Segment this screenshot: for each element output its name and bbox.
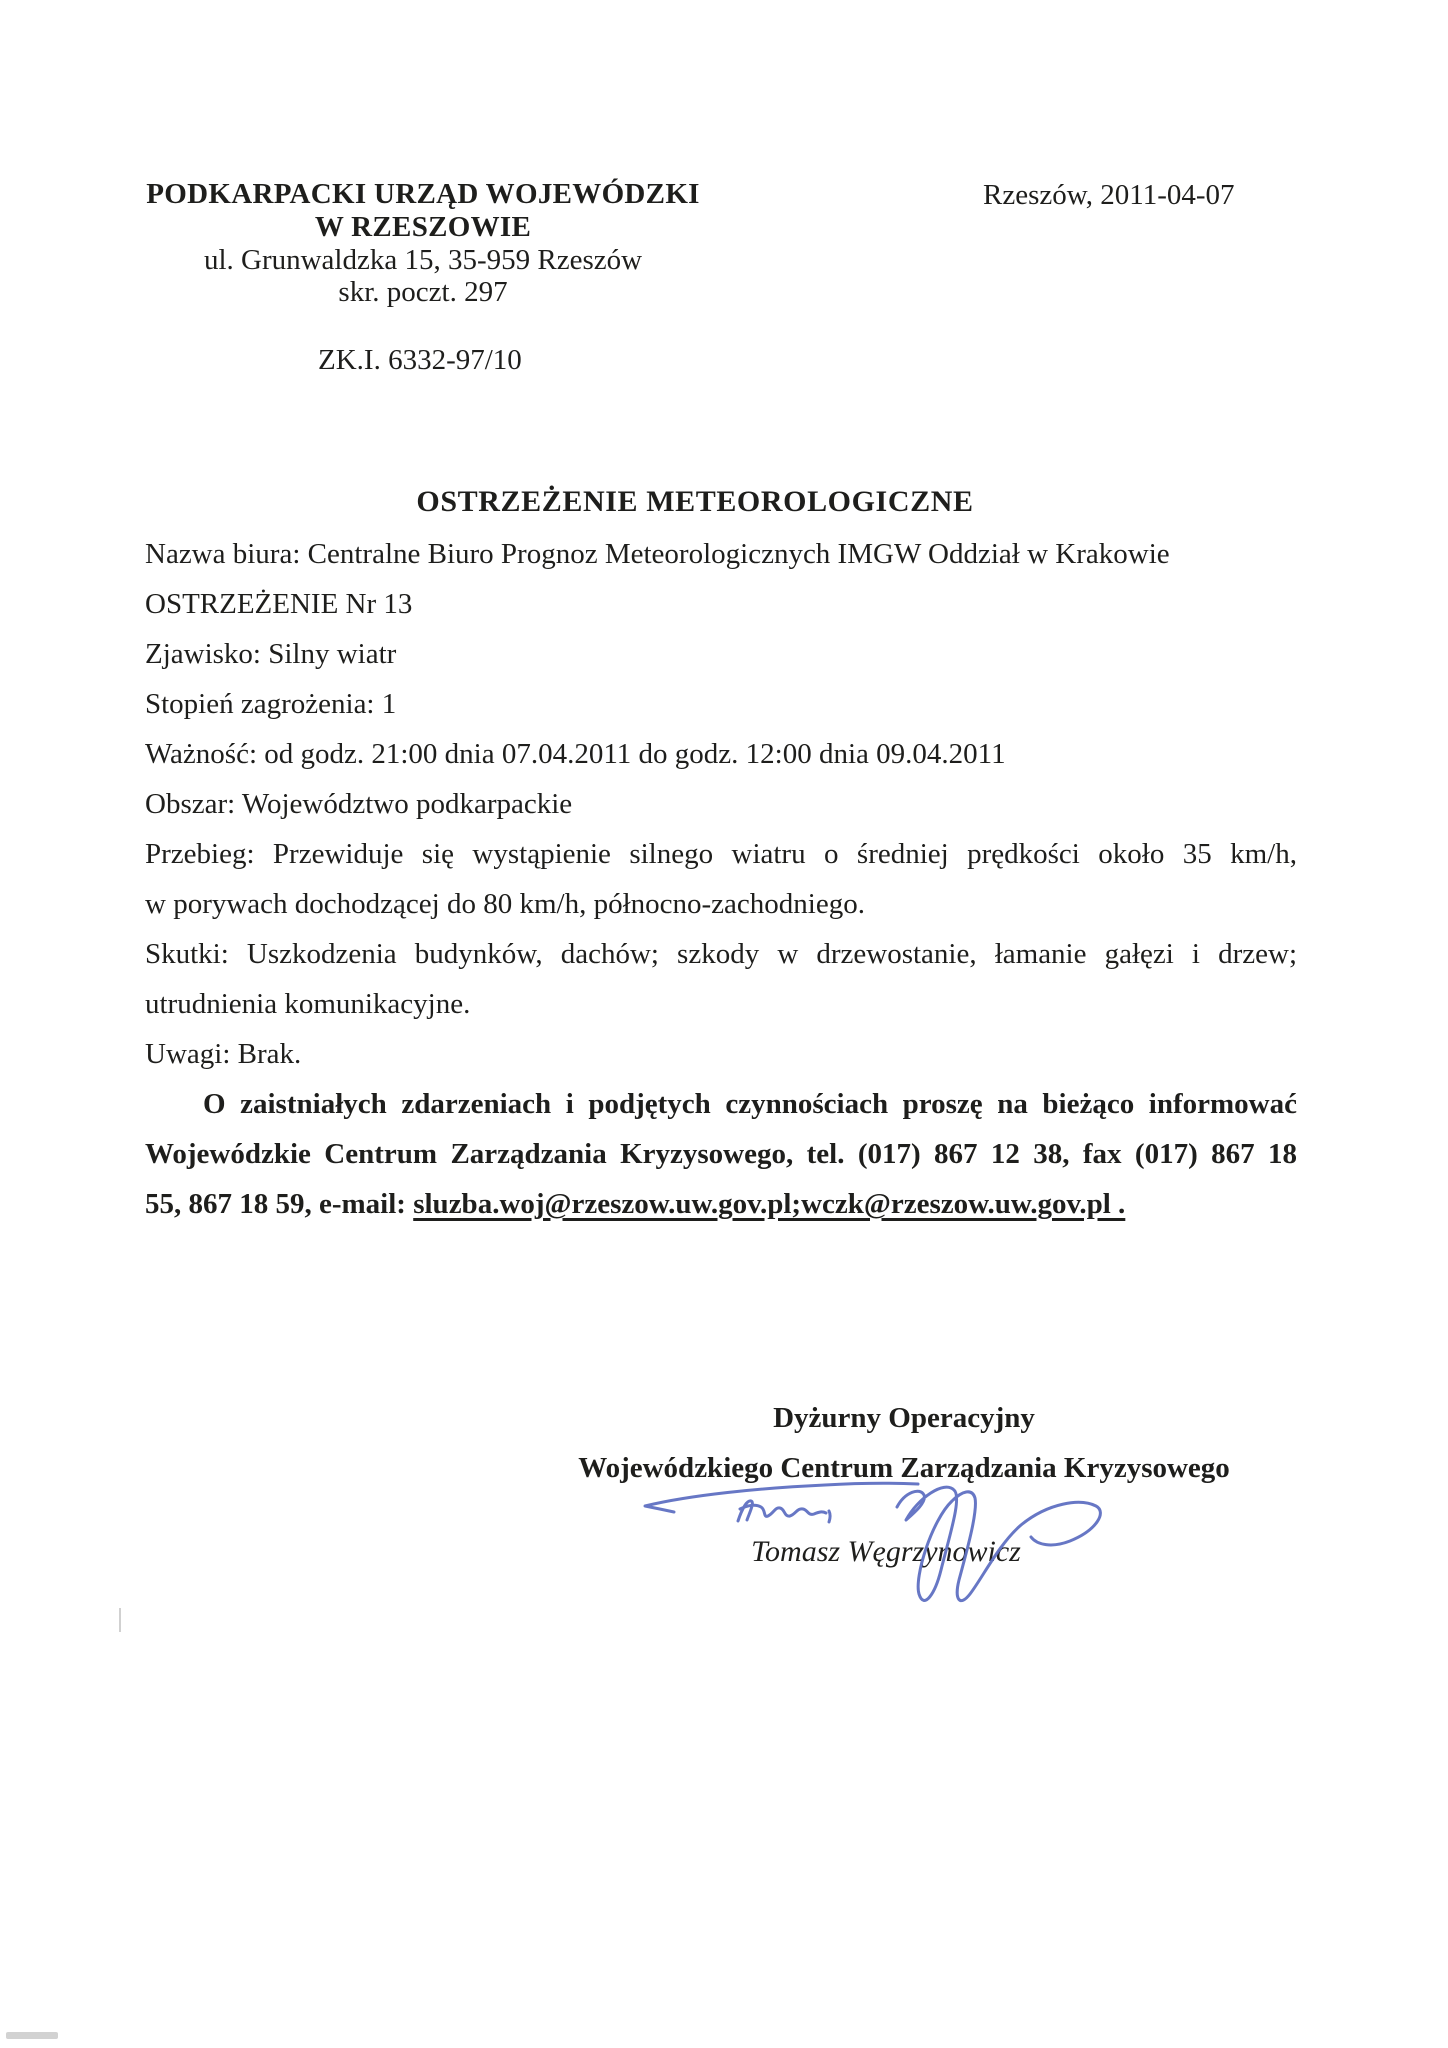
org-address: ul. Grunwaldzka 15, 35-959 Rzeszów xyxy=(203,244,643,276)
course-line-2: w porywach dochodzącej do 80 km/h, północno-zachodniego. xyxy=(145,888,865,920)
scan-speck xyxy=(119,1608,121,1632)
area-line: Obszar: Województwo podkarpackie xyxy=(145,788,573,820)
notice-line-3 xyxy=(145,1179,1297,1229)
notice-line-3-prefix: 55, 867 18 59, e-mail: xyxy=(145,1188,414,1220)
reference-number: ZK.I. 6332-97/10 xyxy=(318,344,522,376)
org-po-box: skr. poczt. 297 xyxy=(338,276,508,308)
document-title: OSTRZEŻENIE METEOROLOGICZNE xyxy=(416,485,974,518)
email-addresses: sluzba.woj@rzeszow.uw.gov.pl;wczk@rzeszow.uw.gov.pl . xyxy=(413,1188,1126,1220)
validity-line: Ważność: od godz. 21:00 dnia 07.04.2011 do godz. 12:00 dnia 09.04.2011 xyxy=(145,738,1006,770)
signature-block xyxy=(576,1393,1232,1493)
signature-scribble xyxy=(738,1501,830,1522)
notice-line-2: Wojewódzkie Centrum Zarządzania Kryzysowego, tel. (017) 867 12 38, fax (017) 867 18 xyxy=(145,1138,1297,1170)
office-line: Nazwa biura: Centralne Biuro Prognoz Meteorologicznych IMGW Oddział w Krakowie xyxy=(145,538,1170,570)
warning-body xyxy=(145,529,1297,1229)
threat-level-line: Stopień zagrożenia: 1 xyxy=(145,688,397,720)
phenomenon-line: Zjawisko: Silny wiatr xyxy=(145,638,397,670)
effects-line-2: utrudnienia komunikacyjne. xyxy=(145,988,471,1020)
dateline: Rzeszów, 2011-04-07 xyxy=(983,179,1235,211)
warning-number-line: OSTRZEŻENIE Nr 13 xyxy=(145,588,413,620)
org-name-line1: PODKARPACKI URZĄD WOJEWÓDZKI xyxy=(146,178,700,210)
signature-role-line2: Wojewódzkiego Centrum Zarządzania Kryzysowego xyxy=(578,1452,1230,1484)
signature-role-line1: Dyżurny Operacyjny xyxy=(773,1402,1035,1434)
remarks-line: Uwagi: Brak. xyxy=(145,1038,302,1070)
course-line-1: Przebieg: Przewiduje się wystąpienie silnego wiatru o średniej prędkości około 35 km/h, xyxy=(145,838,1297,870)
scan-smudge xyxy=(6,2032,58,2039)
effects-line-1: Skutki: Uszkodzenia budynków, dachów; szkody w drzewostanie, łamanie gałęzi i drzew; xyxy=(145,938,1297,970)
letterhead xyxy=(145,178,701,308)
signer-name: Tomasz Węgrzynowicz xyxy=(751,1535,1021,1568)
notice-line-1: O zaistniałych zdarzeniach i podjętych czynnościach proszę na bieżąco informować xyxy=(203,1088,1297,1120)
org-name-line2: W RZESZOWIE xyxy=(314,211,532,243)
